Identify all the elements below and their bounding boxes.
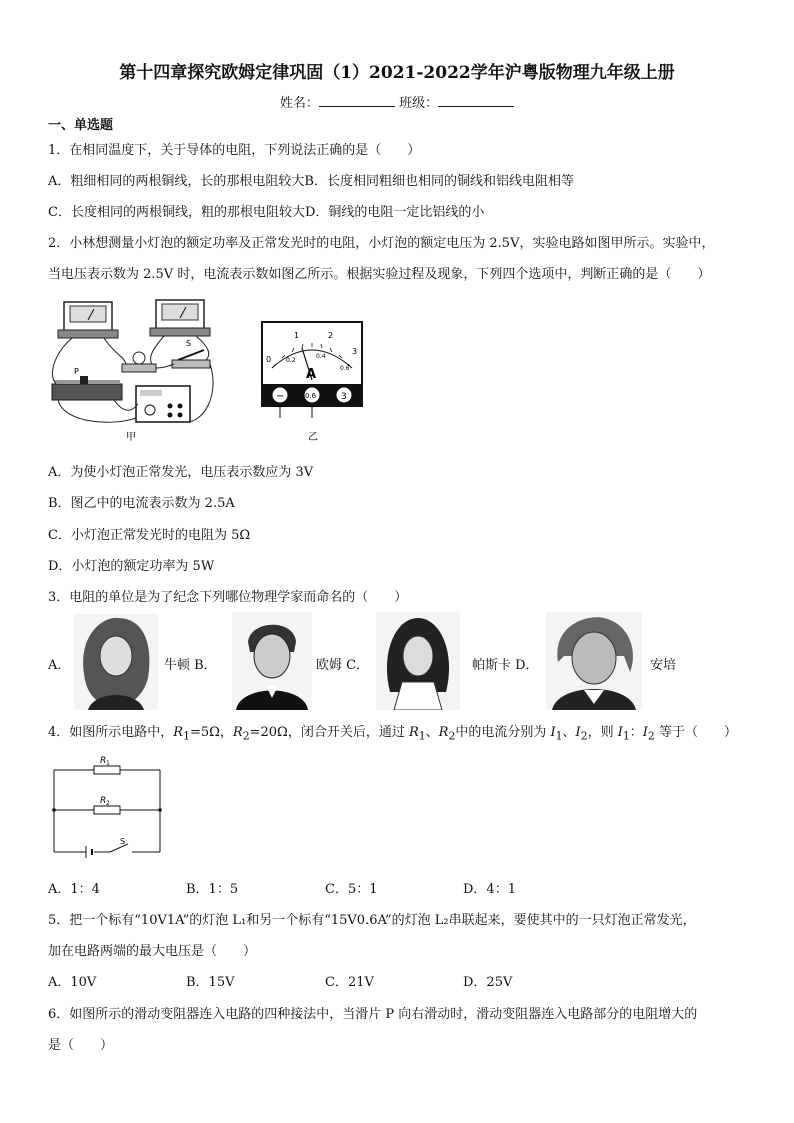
scale-bottom-04: 0.4 [316, 353, 326, 360]
portrait-pascal [376, 612, 460, 710]
q3-option-d-text: 安培 [650, 658, 677, 673]
scale-top-1: 1 [294, 331, 300, 340]
scale-top-2: 2 [328, 331, 334, 340]
q1-options-ab: A．粗细相同的两根铜线，长的那根电阻较大B．长度相同粗细也相同的铜线和铝线电阻相等 [48, 174, 574, 189]
q4-option-b: B．1：5 [186, 882, 239, 897]
q4-r2-sub: 2 [242, 729, 250, 743]
q5-option-d: D．25V [463, 975, 513, 990]
q3-option-a-prefix: A． [48, 658, 71, 673]
class-label: 班级： [399, 96, 439, 111]
q4-r2-value: =20Ω，闭合开关后，通过 [249, 725, 409, 740]
q5-stem-2: 加在电路两端的最大电压是（ ） [48, 944, 257, 959]
meter-unit: A [306, 367, 317, 382]
terminal-06: 0.6 [305, 392, 317, 400]
q4-stem-end: 等于（ ） [658, 725, 737, 740]
rheostat-device [52, 367, 122, 400]
q4-r1-value: =5Ω， [189, 725, 233, 740]
q4-r1: R [173, 725, 184, 740]
q4-stem-mid: 中的电流分别为 [455, 725, 551, 740]
page-title: 第十四章探究欧姆定律巩固（1）2021-2022学年沪粤版物理九年级上册 [119, 63, 675, 83]
q3-option-a-text: 牛顿 B． [164, 658, 217, 673]
q5-stem-1: 5．把一个标有“10V1A”的灯泡 L₁和另一个标有“15V0.6A”的灯泡 L₂串联起来，要使其中的一只灯泡正常发光， [48, 913, 696, 928]
resistor-r2 [94, 806, 120, 814]
figure-jia-label: 甲 [126, 432, 136, 443]
q6-stem-2: 是（ ） [48, 1038, 114, 1053]
q5-option-a: A．10V [48, 975, 97, 990]
q4-circuit-diagram [48, 752, 168, 860]
name-blank [319, 94, 395, 107]
q1-stem: 1．在相同温度下，关于导体的电阻，下列说法正确的是（ ） [48, 143, 421, 158]
q4-stem: 4．如图所示电路中，$R_1=5\Omega$，$R_2=20\Omega$，闭合开关后，通过 $R_1$、$R_2$中的电流分别为 $I_1$、$I_2$，则 $I_1$：$I_2$ 等于（ ） [48, 725, 737, 743]
class-blank [438, 94, 514, 107]
q4-option-d: D．4：1 [463, 882, 516, 897]
q2-option-d: D．小灯泡的额定功率为 5W [48, 559, 215, 574]
terminal-3: 3 [341, 392, 347, 402]
portrait-ampere [546, 612, 642, 710]
terminal-minus: − [276, 391, 285, 402]
figure-yi-ammeter [258, 318, 368, 444]
slider-label: P [74, 367, 79, 376]
q2-stem-2: 当电压表示数为 2.5V 时，电流表示数如图乙所示。根据实验过程及现象，下列四个选项中，判断正确的是（ ） [48, 267, 711, 282]
q3-option-c-text: 帕斯卡 D． [472, 658, 539, 673]
q2-stem-1: 2．小林想测量小灯泡的额定功率及正常发光时的电阻，小灯泡的额定电压为 2.5V，实验电路如图甲所示。实验中， [48, 236, 715, 251]
q6-stem-1: 6．如图所示的滑动变阻器连入电路的四种接法中，当滑片 P 向右滑动时，滑动变阻器连入电路部分的电阻增大的 [48, 1007, 698, 1022]
figure-jia-circuit [44, 294, 224, 444]
ammeter-device [58, 302, 118, 338]
portrait-newton [74, 614, 158, 710]
q4-r1-sub: 1 [183, 729, 190, 743]
q2-option-c: C．小灯泡正常发光时的电阻为 5Ω [48, 528, 251, 543]
power-supply [136, 386, 190, 422]
switch-label: S [186, 339, 192, 348]
q1-options-cd: C．长度相同的两根铜线，粗的那根电阻较大D．铜线的电阻一定比铝线的小 [48, 205, 485, 220]
label-r1-sub: 1 [106, 760, 110, 767]
q3-stem: 3．电阻的单位是为了纪念下列哪位物理学家而命名的（ ） [48, 590, 408, 605]
label-r2-sub: 2 [106, 800, 110, 807]
q4-option-c: C．5：1 [325, 882, 378, 897]
figure-yi-label: 乙 [308, 432, 318, 443]
q4-r2: R [232, 725, 243, 740]
q3-option-b-text: 欧姆 C． [316, 658, 370, 673]
name-label: 姓名： [279, 96, 319, 111]
scale-top-0: 0 [266, 355, 272, 364]
portrait-ohm [232, 612, 312, 710]
q4-option-a: A．1：4 [48, 882, 100, 897]
q5-option-c: C．21V [325, 975, 374, 990]
section-heading: 一、单选题 [48, 118, 114, 133]
label-r2: R [100, 796, 107, 806]
q2-option-a: A．为使小灯泡正常发光，电压表示数应为 3V [48, 465, 314, 480]
label-switch: S [120, 837, 126, 846]
q5-option-b: B．15V [186, 975, 235, 990]
q4-stem-prefix: 4．如图所示电路中， [48, 725, 174, 740]
voltmeter-device [150, 300, 210, 336]
scale-bottom-06: 0.6 [340, 365, 350, 372]
q2-option-b: B．图乙中的电流表示数为 2.5A [48, 496, 235, 511]
scale-top-3: 3 [352, 347, 358, 356]
scale-bottom-02: 0.2 [286, 357, 296, 364]
label-r1: R [100, 756, 107, 766]
name-class-line [0, 92, 794, 111]
resistor-r1 [94, 766, 120, 774]
